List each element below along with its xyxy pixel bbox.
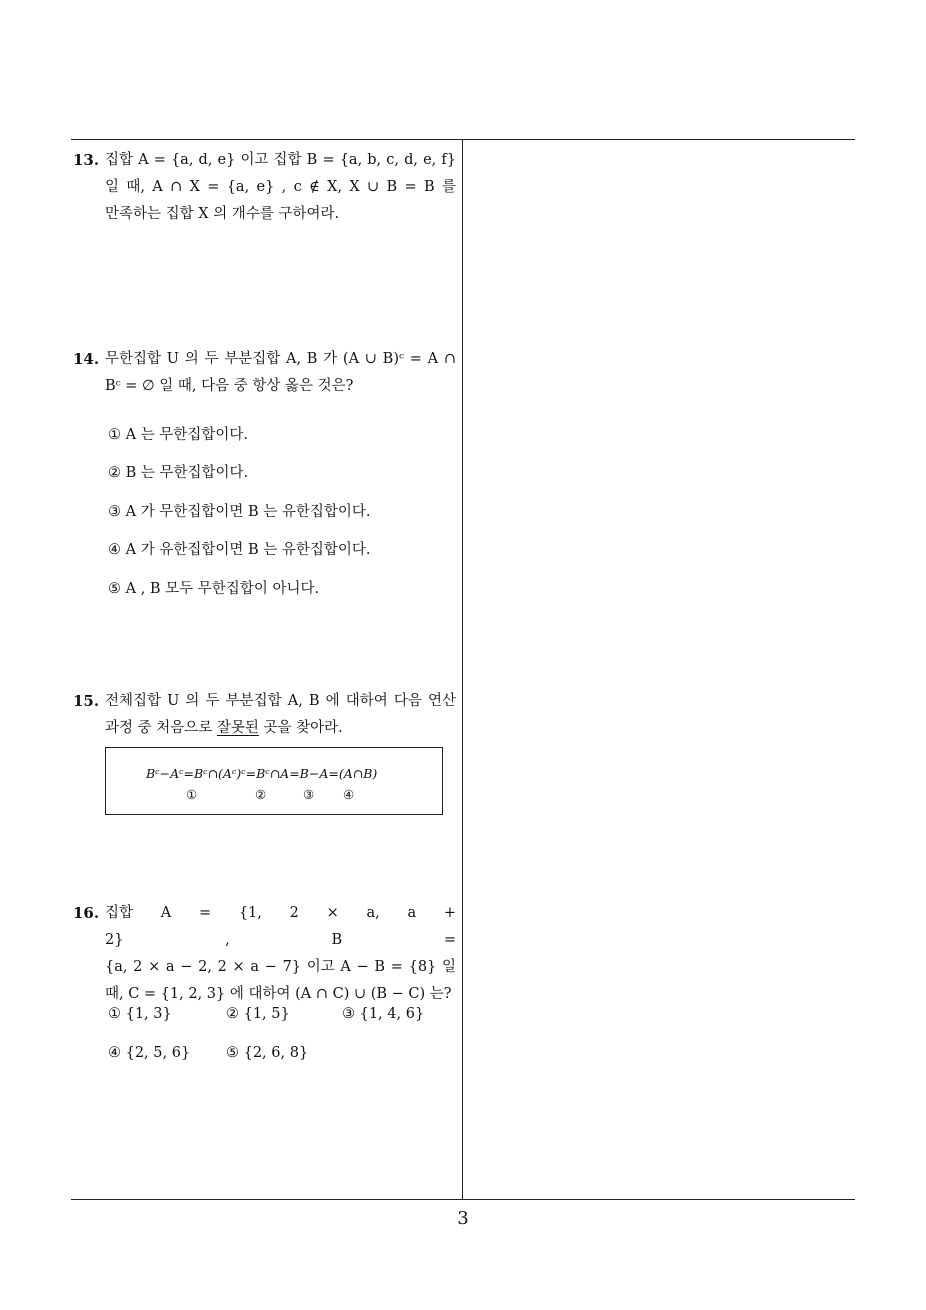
formula-box [105,747,443,815]
underlined-text: 잘못된 [216,720,259,736]
answer-choice[interactable]: ⑤ {2, 6, 8} [226,1045,309,1061]
bottom-rule [71,1199,855,1200]
question-number: 14. [73,350,100,368]
text-segment: 곳을 찾아라. [258,720,343,736]
question-number: 13. [73,151,100,169]
answer-choice[interactable]: ① A 는 무한집합이다. [108,427,248,443]
question-text-line: 집합 A = {a, d, e} 이고 집합 B = {a, b, c, d, e, f} [105,152,456,168]
answer-choice[interactable]: ⑤ A , B 모두 무한집합이 아니다. [108,581,320,597]
top-rule [71,139,855,140]
question-13 [73,147,456,228]
question-15 [73,688,456,742]
answer-choice[interactable]: ③ {1, 4, 6} [342,1006,425,1022]
question-text-line: 집합 A = {1, 2 × a, a + 2} , B = [105,905,456,948]
answer-choice[interactable]: ① {1, 3} [108,1006,172,1022]
step-marker[interactable]: ③ [303,787,315,802]
question-text-line: 만족하는 집합 X 의 개수를 구하여라. [105,206,340,222]
question-text-line: Bᶜ = ∅ 일 때, 다음 중 항상 옳은 것은? [105,378,354,394]
answer-choice[interactable]: ④ A 가 유한집합이면 B 는 유한집합이다. [108,542,371,558]
step-marker[interactable]: ② [255,787,267,802]
text-segment: 과정 중 처음으로 [105,720,217,736]
question-text-line: 때, C = {1, 2, 3} 에 대하여 (A ∩ C) ∪ (B − C) 는? [105,986,452,1002]
question-text-line: 일 때, A ∩ X = {a, e} , c ∉ X, X ∪ B = B 를 [105,179,456,195]
step-marker[interactable]: ① [186,787,198,802]
question-number: 16. [73,904,100,922]
question-14 [73,346,456,400]
question-text-line: {a, 2 × a − 2, 2 × a − 7} 이고 A − B = {8} 일 [105,959,456,975]
answer-choice[interactable]: ② B 는 무한집합이다. [108,465,249,481]
question-number: 15. [73,692,100,710]
question-16 [73,900,456,1008]
answer-choice[interactable]: ③ A 가 무한집합이면 B 는 유한집합이다. [108,504,371,520]
answer-choice[interactable]: ② {1, 5} [226,1006,290,1022]
answer-choice[interactable]: ④ {2, 5, 6} [108,1045,191,1061]
formula: Bᶜ−Aᶜ=Bᶜ∩(Aᶜ)ᶜ=Bᶜ∩A=B−A=(A∩B) [146,766,378,781]
page-number: 3 [457,1208,469,1229]
question-text-line: 전체집합 U 의 두 부분집합 A, B 에 대하여 다음 연산 [105,693,456,709]
question-text-line: 무한집합 U 의 두 부분집합 A, B 가 (A ∪ B)ᶜ = A ∩ [105,351,456,367]
column-divider [462,139,463,1200]
question-text-line [73,715,456,742]
step-marker[interactable]: ④ [343,787,355,802]
